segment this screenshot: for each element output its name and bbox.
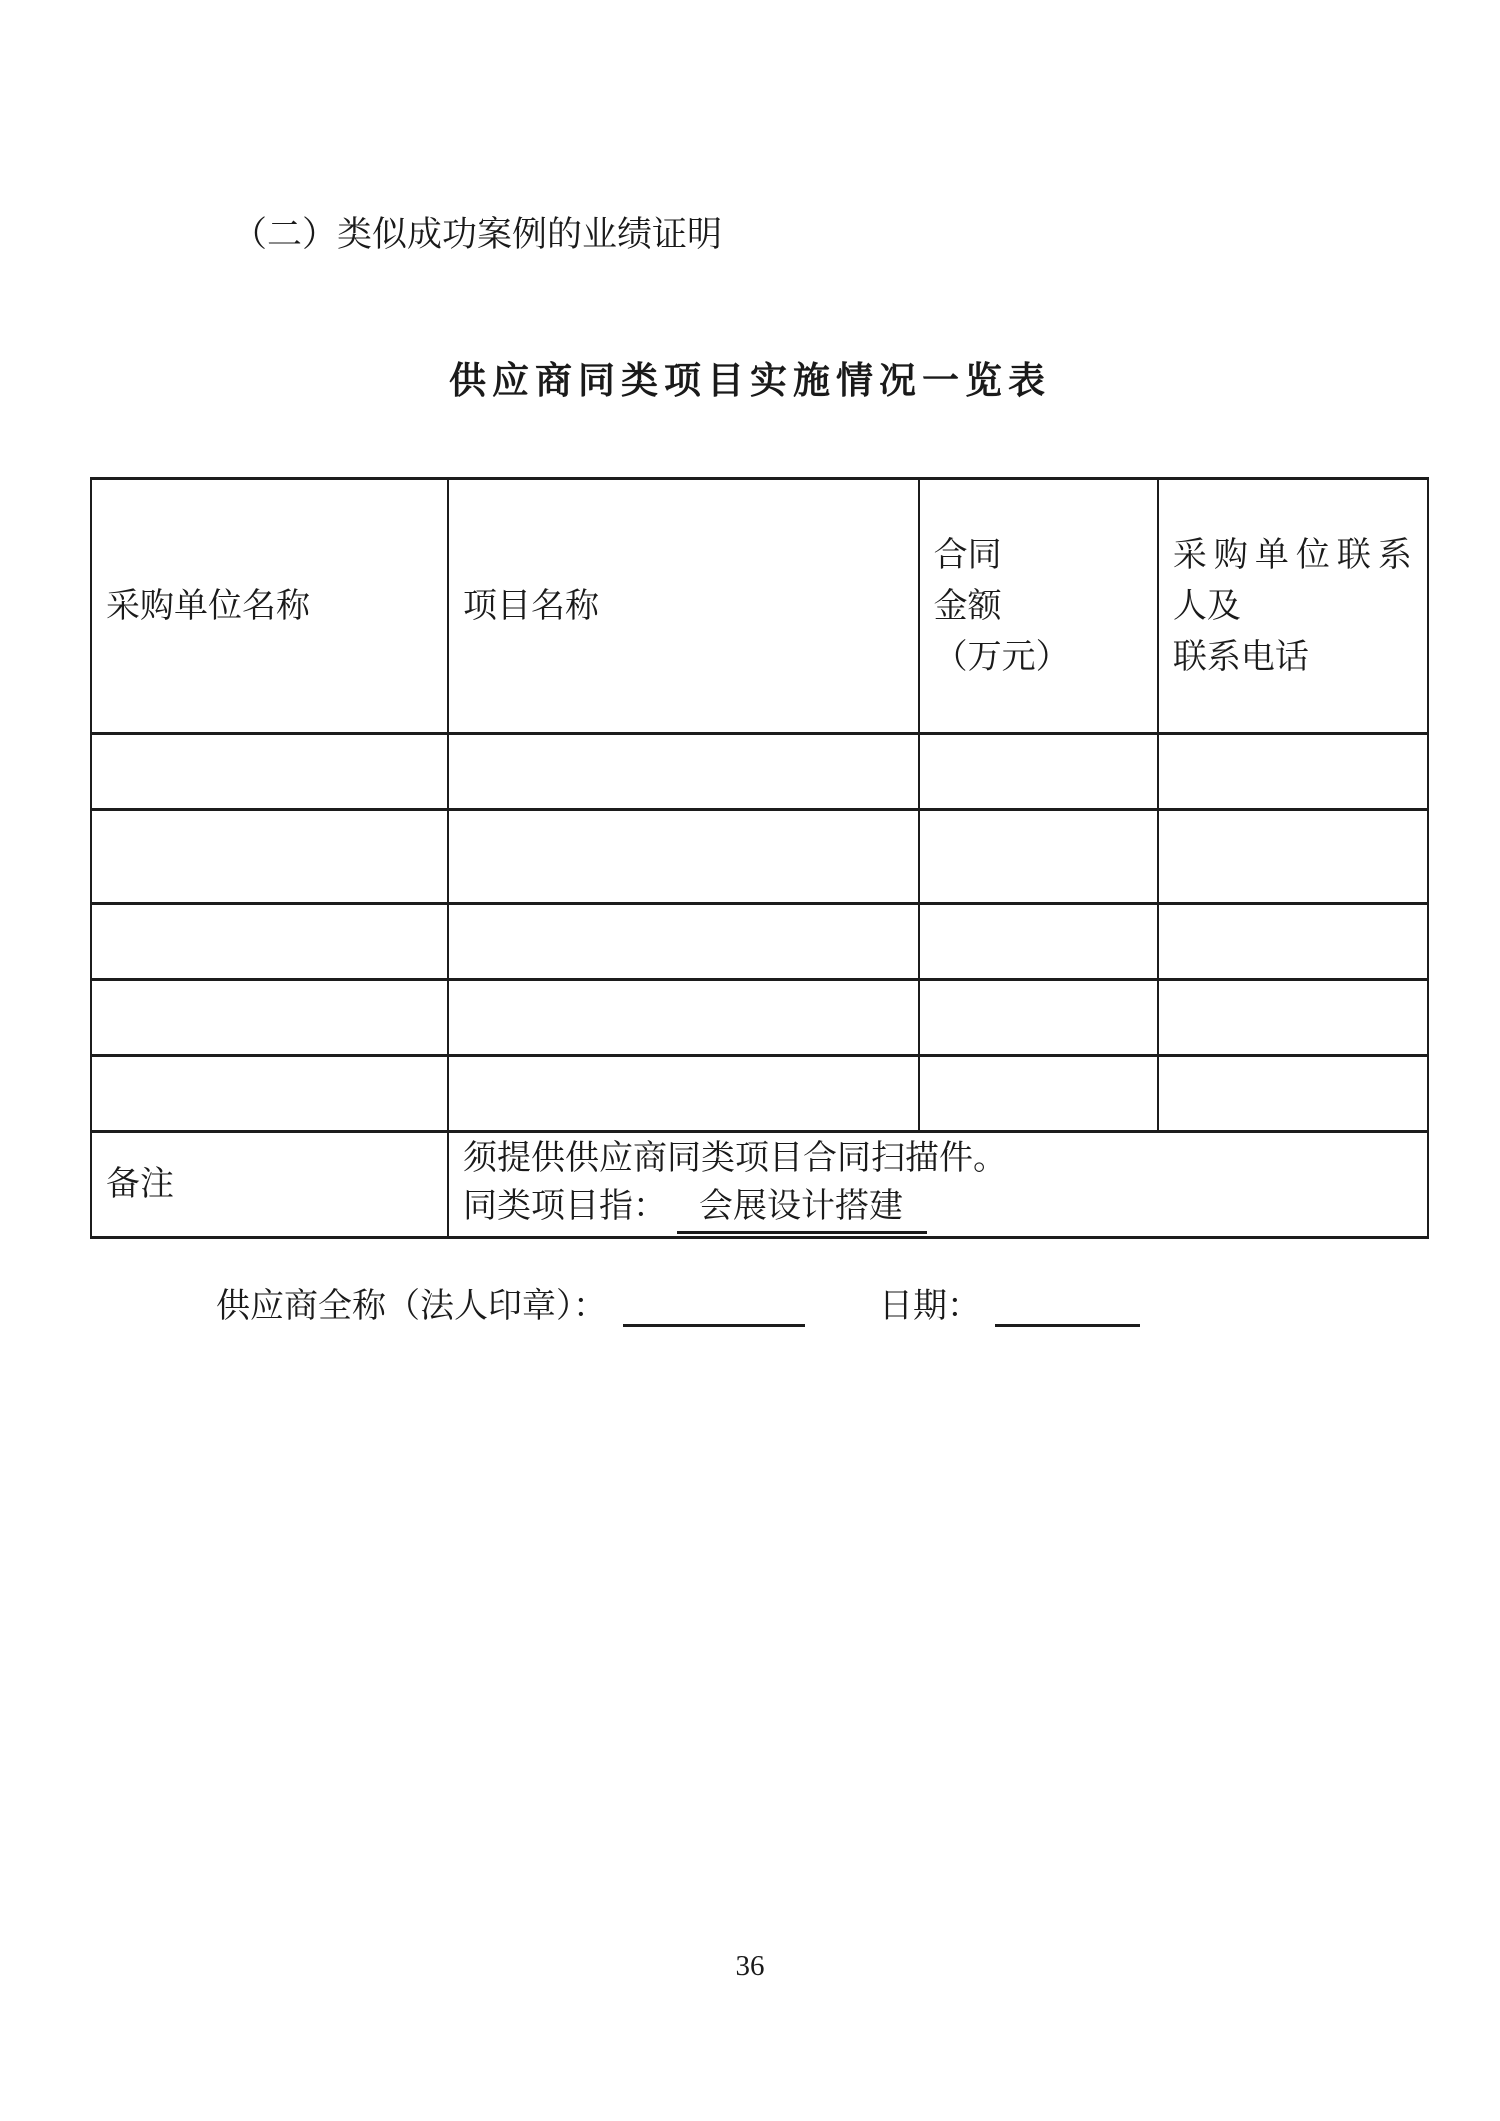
header-contract-amount-line2: 金额 xyxy=(933,587,1002,625)
table-cell-empty xyxy=(1158,904,1428,980)
table-cell-empty xyxy=(448,734,919,810)
table-row xyxy=(91,734,1428,810)
table-cell-empty xyxy=(1158,734,1428,810)
header-purchaser-name-label: 采购单位名称 xyxy=(106,587,310,625)
page-number: 36 xyxy=(735,1950,765,1982)
table-cell-empty xyxy=(448,904,919,980)
supplier-name-label: 供应商全称（法人印章）： xyxy=(216,1288,607,1325)
header-contact-info-line2: 人及 xyxy=(1172,587,1241,625)
remark-label: 备注 xyxy=(106,1165,174,1203)
remark-line-2 xyxy=(463,1183,1413,1234)
header-contact-info-line3: 联系电话 xyxy=(1172,638,1309,676)
header-project-name xyxy=(448,479,919,734)
supplier-name-blank xyxy=(623,1287,805,1327)
table-cell-empty xyxy=(91,734,448,810)
table-cell-empty xyxy=(919,1056,1158,1132)
remark-label-cell xyxy=(91,1132,448,1238)
table-row xyxy=(91,810,1428,904)
section-heading: （二）类似成功案例的业绩证明 xyxy=(232,215,723,254)
signature-line xyxy=(216,1278,1140,1327)
table-cell-empty xyxy=(448,1056,919,1132)
remark-underlined-value: 会展设计搭建 xyxy=(677,1186,927,1234)
remark-row xyxy=(91,1132,1428,1238)
table-cell-empty xyxy=(1158,1056,1428,1132)
table-cell-empty xyxy=(91,904,448,980)
table-cell-empty xyxy=(919,810,1158,904)
header-contact-info-line1: 采购单位联系 xyxy=(1172,536,1419,574)
table-header-row xyxy=(91,479,1428,734)
date-blank xyxy=(995,1287,1140,1327)
header-project-name-label: 项目名称 xyxy=(462,587,599,625)
header-contract-amount-line1: 合同 xyxy=(933,536,1002,574)
header-contract-amount xyxy=(919,479,1158,734)
remark-content-cell xyxy=(448,1132,1428,1238)
remark-line-2-prefix: 同类项目指： xyxy=(462,1188,667,1226)
table-cell-empty xyxy=(1158,980,1428,1056)
table-cell-empty xyxy=(448,810,919,904)
table-cell-empty xyxy=(919,734,1158,810)
table-cell-empty xyxy=(448,980,919,1056)
remark-line-1: 须提供供应商同类项目合同扫描件。 xyxy=(462,1140,1007,1177)
table-cell-empty xyxy=(91,810,448,904)
table-title: 供应商同类项目实施情况一览表 xyxy=(449,361,1051,402)
table-row xyxy=(91,1056,1428,1132)
table-cell-empty xyxy=(919,980,1158,1056)
table-cell-empty xyxy=(1158,810,1428,904)
similar-projects-table xyxy=(90,477,1429,1239)
table-row xyxy=(91,904,1428,980)
date-label: 日期： xyxy=(879,1288,981,1325)
table-cell-empty xyxy=(91,980,448,1056)
header-contract-amount-line3: （万元） xyxy=(933,638,1070,676)
table-cell-empty xyxy=(91,1056,448,1132)
header-purchaser-name xyxy=(91,479,448,734)
table-row xyxy=(91,980,1428,1056)
header-contact-info xyxy=(1158,479,1428,734)
table-cell-empty xyxy=(919,904,1158,980)
